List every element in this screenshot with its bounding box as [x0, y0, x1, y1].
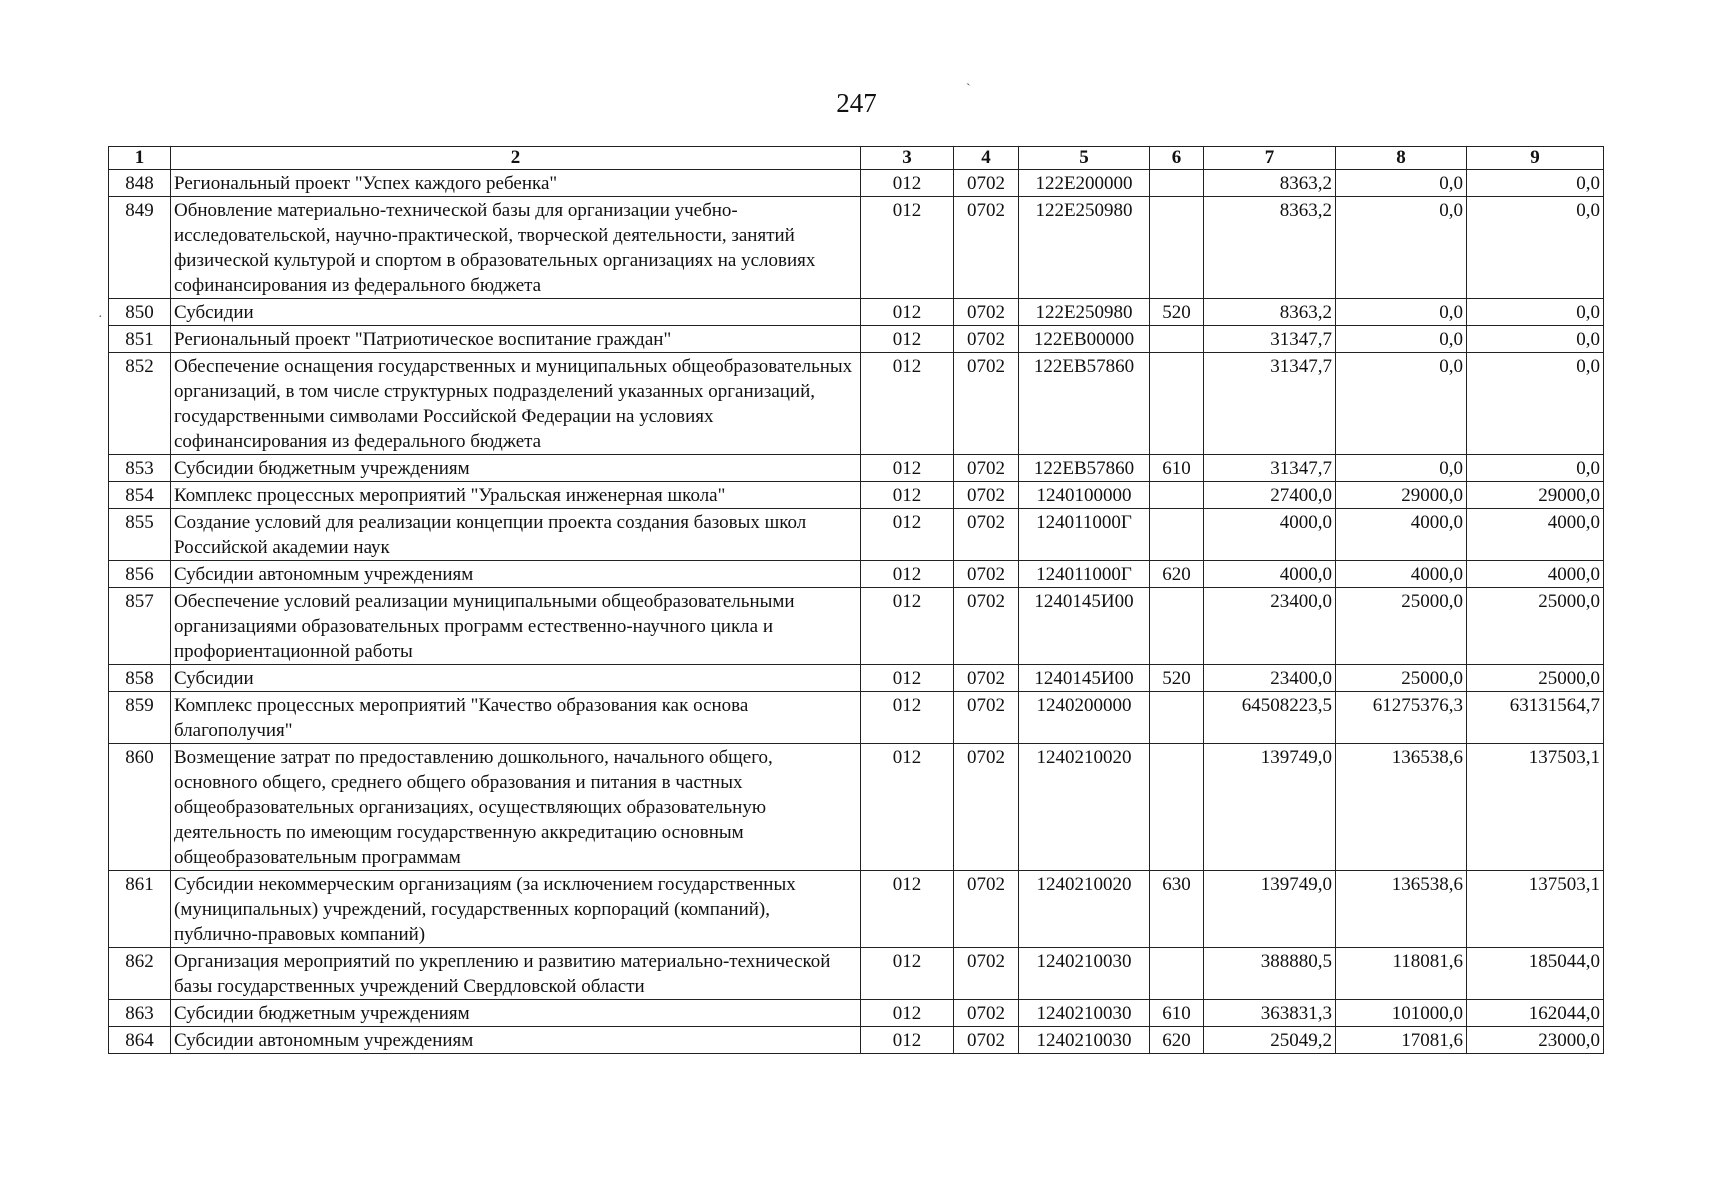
amount-year3-cell: 4000,0	[1467, 561, 1604, 588]
amount-year1-cell: 27400,0	[1204, 482, 1336, 509]
target-code-cell: 122ЕВ00000	[1019, 326, 1150, 353]
admin-code-cell: 012	[861, 1000, 954, 1027]
admin-code-cell: 012	[861, 482, 954, 509]
amount-year2-cell: 0,0	[1336, 455, 1467, 482]
table-row	[109, 299, 1604, 326]
header-cell: 4	[954, 147, 1019, 170]
row-name-cell: Обновление материально-технической базы для организации учебно-исследовательской, научно-практической, творческой деятельности, занятий физической культурой и спортом в образовательных организациях на условиях софинансирования из федерального бюджета	[171, 197, 861, 299]
expense-type-cell	[1150, 353, 1204, 455]
row-number-cell: 848	[109, 170, 171, 197]
amount-year1-cell: 8363,2	[1204, 299, 1336, 326]
expense-type-cell	[1150, 948, 1204, 1000]
row-number-cell: 864	[109, 1027, 171, 1054]
row-name-cell: Создание условий для реализации концепции проекта создания базовых школ Российской академии наук	[171, 509, 861, 561]
row-number-cell: 860	[109, 744, 171, 871]
row-name-cell: Субсидии некоммерческим организациям (за исключением государственных (муниципальных) учреждений, государственных корпораций (компаний), публично-правовых компаний)	[171, 871, 861, 948]
target-code-cell: 122Е200000	[1019, 170, 1150, 197]
target-code-cell: 1240210020	[1019, 744, 1150, 871]
section-code-cell: 0702	[954, 744, 1019, 871]
amount-year3-cell: 0,0	[1467, 299, 1604, 326]
expense-type-cell	[1150, 482, 1204, 509]
row-name-cell: Комплекс процессных мероприятий "Уральская инженерная школа"	[171, 482, 861, 509]
amount-year2-cell: 136538,6	[1336, 744, 1467, 871]
header-cell: 7	[1204, 147, 1336, 170]
amount-year2-cell: 25000,0	[1336, 588, 1467, 665]
table-row	[109, 482, 1604, 509]
expense-type-cell	[1150, 588, 1204, 665]
admin-code-cell: 012	[861, 948, 954, 1000]
amount-year2-cell: 25000,0	[1336, 665, 1467, 692]
admin-code-cell: 012	[861, 326, 954, 353]
expense-type-cell	[1150, 197, 1204, 299]
row-name-cell: Субсидии бюджетным учреждениям	[171, 455, 861, 482]
header-cell: 3	[861, 147, 954, 170]
amount-year2-cell: 4000,0	[1336, 509, 1467, 561]
target-code-cell: 1240145И00	[1019, 588, 1150, 665]
row-name-cell: Возмещение затрат по предоставлению дошкольного, начального общего, основного общего, среднего общего образования и питания в частных общеобразовательных организациях, осуществляющих образовательную деятельность по имеющим государственную аккредитацию основным общеобразовательным программам	[171, 744, 861, 871]
target-code-cell: 1240145И00	[1019, 665, 1150, 692]
section-code-cell: 0702	[954, 871, 1019, 948]
row-number-cell: 849	[109, 197, 171, 299]
amount-year3-cell: 0,0	[1467, 197, 1604, 299]
section-code-cell: 0702	[954, 482, 1019, 509]
target-code-cell: 122Е250980	[1019, 299, 1150, 326]
amount-year1-cell: 8363,2	[1204, 197, 1336, 299]
target-code-cell: 122Е250980	[1019, 197, 1150, 299]
amount-year3-cell: 0,0	[1467, 326, 1604, 353]
target-code-cell: 1240210030	[1019, 1027, 1150, 1054]
amount-year3-cell: 185044,0	[1467, 948, 1604, 1000]
amount-year3-cell: 25000,0	[1467, 665, 1604, 692]
amount-year1-cell: 4000,0	[1204, 561, 1336, 588]
scan-speck: ˋ	[966, 82, 971, 97]
admin-code-cell: 012	[861, 455, 954, 482]
amount-year3-cell: 23000,0	[1467, 1027, 1604, 1054]
row-name-cell: Субсидии автономным учреждениям	[171, 1027, 861, 1054]
amount-year1-cell: 25049,2	[1204, 1027, 1336, 1054]
table-row	[109, 1000, 1604, 1027]
row-number-cell: 863	[109, 1000, 171, 1027]
row-name-cell: Обеспечение условий реализации муниципальными общеобразовательными организациями образовательных программ естественно-научного цикла и профориентационной работы	[171, 588, 861, 665]
row-number-cell: 858	[109, 665, 171, 692]
table-row	[109, 561, 1604, 588]
section-code-cell: 0702	[954, 326, 1019, 353]
amount-year3-cell: 137503,1	[1467, 744, 1604, 871]
expense-type-cell: 610	[1150, 455, 1204, 482]
amount-year1-cell: 139749,0	[1204, 871, 1336, 948]
row-number-cell: 859	[109, 692, 171, 744]
expense-type-cell	[1150, 509, 1204, 561]
row-number-cell: 862	[109, 948, 171, 1000]
target-code-cell: 1240210030	[1019, 1000, 1150, 1027]
row-number-cell: 850	[109, 299, 171, 326]
expense-type-cell	[1150, 744, 1204, 871]
table-row	[109, 871, 1604, 948]
amount-year3-cell: 29000,0	[1467, 482, 1604, 509]
amount-year3-cell: 63131564,7	[1467, 692, 1604, 744]
section-code-cell: 0702	[954, 1000, 1019, 1027]
table-row	[109, 455, 1604, 482]
row-number-cell: 861	[109, 871, 171, 948]
amount-year2-cell: 0,0	[1336, 197, 1467, 299]
amount-year3-cell: 0,0	[1467, 455, 1604, 482]
amount-year3-cell: 25000,0	[1467, 588, 1604, 665]
header-cell: 1	[109, 147, 171, 170]
section-code-cell: 0702	[954, 692, 1019, 744]
section-code-cell: 0702	[954, 561, 1019, 588]
header-cell: 8	[1336, 147, 1467, 170]
expense-type-cell: 620	[1150, 561, 1204, 588]
expense-type-cell: 520	[1150, 299, 1204, 326]
amount-year3-cell: 0,0	[1467, 170, 1604, 197]
amount-year1-cell: 139749,0	[1204, 744, 1336, 871]
section-code-cell: 0702	[954, 509, 1019, 561]
table-row	[109, 588, 1604, 665]
row-number-cell: 855	[109, 509, 171, 561]
amount-year1-cell: 23400,0	[1204, 665, 1336, 692]
expense-type-cell	[1150, 326, 1204, 353]
header-cell: 6	[1150, 147, 1204, 170]
target-code-cell: 1240210030	[1019, 948, 1150, 1000]
row-name-cell: Субсидии	[171, 665, 861, 692]
row-name-cell: Региональный проект "Патриотическое воспитание граждан"	[171, 326, 861, 353]
admin-code-cell: 012	[861, 170, 954, 197]
budget-table	[108, 146, 1604, 1054]
target-code-cell: 1240200000	[1019, 692, 1150, 744]
admin-code-cell: 012	[861, 197, 954, 299]
target-code-cell: 122ЕВ57860	[1019, 455, 1150, 482]
row-number-cell: 853	[109, 455, 171, 482]
admin-code-cell: 012	[861, 561, 954, 588]
admin-code-cell: 012	[861, 692, 954, 744]
amount-year1-cell: 31347,7	[1204, 455, 1336, 482]
admin-code-cell: 012	[861, 665, 954, 692]
row-number-cell: 857	[109, 588, 171, 665]
row-name-cell: Субсидии автономным учреждениям	[171, 561, 861, 588]
table-row	[109, 665, 1604, 692]
amount-year1-cell: 23400,0	[1204, 588, 1336, 665]
amount-year1-cell: 388880,5	[1204, 948, 1336, 1000]
row-number-cell: 856	[109, 561, 171, 588]
target-code-cell: 124011000Г	[1019, 561, 1150, 588]
amount-year2-cell: 4000,0	[1336, 561, 1467, 588]
table-row	[109, 948, 1604, 1000]
section-code-cell: 0702	[954, 1027, 1019, 1054]
table-body	[109, 170, 1604, 1054]
admin-code-cell: 012	[861, 744, 954, 871]
expense-type-cell: 610	[1150, 1000, 1204, 1027]
amount-year3-cell: 0,0	[1467, 353, 1604, 455]
admin-code-cell: 012	[861, 509, 954, 561]
amount-year1-cell: 64508223,5	[1204, 692, 1336, 744]
expense-type-cell	[1150, 692, 1204, 744]
amount-year1-cell: 363831,3	[1204, 1000, 1336, 1027]
table-row	[109, 1027, 1604, 1054]
table-header-row	[109, 147, 1604, 170]
admin-code-cell: 012	[861, 353, 954, 455]
target-code-cell: 1240210020	[1019, 871, 1150, 948]
section-code-cell: 0702	[954, 353, 1019, 455]
row-number-cell: 852	[109, 353, 171, 455]
target-code-cell: 124011000Г	[1019, 509, 1150, 561]
amount-year2-cell: 0,0	[1336, 353, 1467, 455]
section-code-cell: 0702	[954, 665, 1019, 692]
row-name-cell: Субсидии	[171, 299, 861, 326]
row-name-cell: Комплекс процессных мероприятий "Качество образования как основа благополучия"	[171, 692, 861, 744]
header-cell: 5	[1019, 147, 1150, 170]
amount-year2-cell: 61275376,3	[1336, 692, 1467, 744]
amount-year2-cell: 0,0	[1336, 326, 1467, 353]
amount-year2-cell: 0,0	[1336, 299, 1467, 326]
table-row	[109, 744, 1604, 871]
amount-year2-cell: 0,0	[1336, 170, 1467, 197]
scan-speck: ·	[98, 310, 103, 325]
admin-code-cell: 012	[861, 1027, 954, 1054]
row-name-cell: Обеспечение оснащения государственных и муниципальных общеобразовательных организаций, в том числе структурных подразделений указанных организаций, государственными символами Российской Федерации на условиях софинансирования из федерального бюджета	[171, 353, 861, 455]
table-row	[109, 692, 1604, 744]
expense-type-cell: 520	[1150, 665, 1204, 692]
amount-year1-cell: 31347,7	[1204, 326, 1336, 353]
expense-type-cell	[1150, 170, 1204, 197]
section-code-cell: 0702	[954, 299, 1019, 326]
admin-code-cell: 012	[861, 871, 954, 948]
page-number: 247	[836, 88, 877, 118]
header-cell: 2	[171, 147, 861, 170]
admin-code-cell: 012	[861, 588, 954, 665]
amount-year3-cell: 137503,1	[1467, 871, 1604, 948]
amount-year1-cell: 31347,7	[1204, 353, 1336, 455]
row-name-cell: Организация мероприятий по укреплению и развитию материально-технической базы государственных учреждений Свердловской области	[171, 948, 861, 1000]
table-row	[109, 326, 1604, 353]
admin-code-cell: 012	[861, 299, 954, 326]
row-number-cell: 854	[109, 482, 171, 509]
row-name-cell: Региональный проект "Успех каждого ребенка"	[171, 170, 861, 197]
expense-type-cell: 620	[1150, 1027, 1204, 1054]
table-row	[109, 170, 1604, 197]
table-row	[109, 197, 1604, 299]
target-code-cell: 1240100000	[1019, 482, 1150, 509]
row-number-cell: 851	[109, 326, 171, 353]
section-code-cell: 0702	[954, 197, 1019, 299]
target-code-cell: 122ЕВ57860	[1019, 353, 1150, 455]
amount-year1-cell: 8363,2	[1204, 170, 1336, 197]
header-cell: 9	[1467, 147, 1604, 170]
section-code-cell: 0702	[954, 170, 1019, 197]
table-row	[109, 509, 1604, 561]
amount-year3-cell: 162044,0	[1467, 1000, 1604, 1027]
amount-year2-cell: 118081,6	[1336, 948, 1467, 1000]
section-code-cell: 0702	[954, 455, 1019, 482]
amount-year2-cell: 101000,0	[1336, 1000, 1467, 1027]
section-code-cell: 0702	[954, 588, 1019, 665]
amount-year2-cell: 136538,6	[1336, 871, 1467, 948]
expense-type-cell: 630	[1150, 871, 1204, 948]
amount-year1-cell: 4000,0	[1204, 509, 1336, 561]
table-row	[109, 353, 1604, 455]
amount-year3-cell: 4000,0	[1467, 509, 1604, 561]
amount-year2-cell: 29000,0	[1336, 482, 1467, 509]
amount-year2-cell: 17081,6	[1336, 1027, 1467, 1054]
section-code-cell: 0702	[954, 948, 1019, 1000]
row-name-cell: Субсидии бюджетным учреждениям	[171, 1000, 861, 1027]
